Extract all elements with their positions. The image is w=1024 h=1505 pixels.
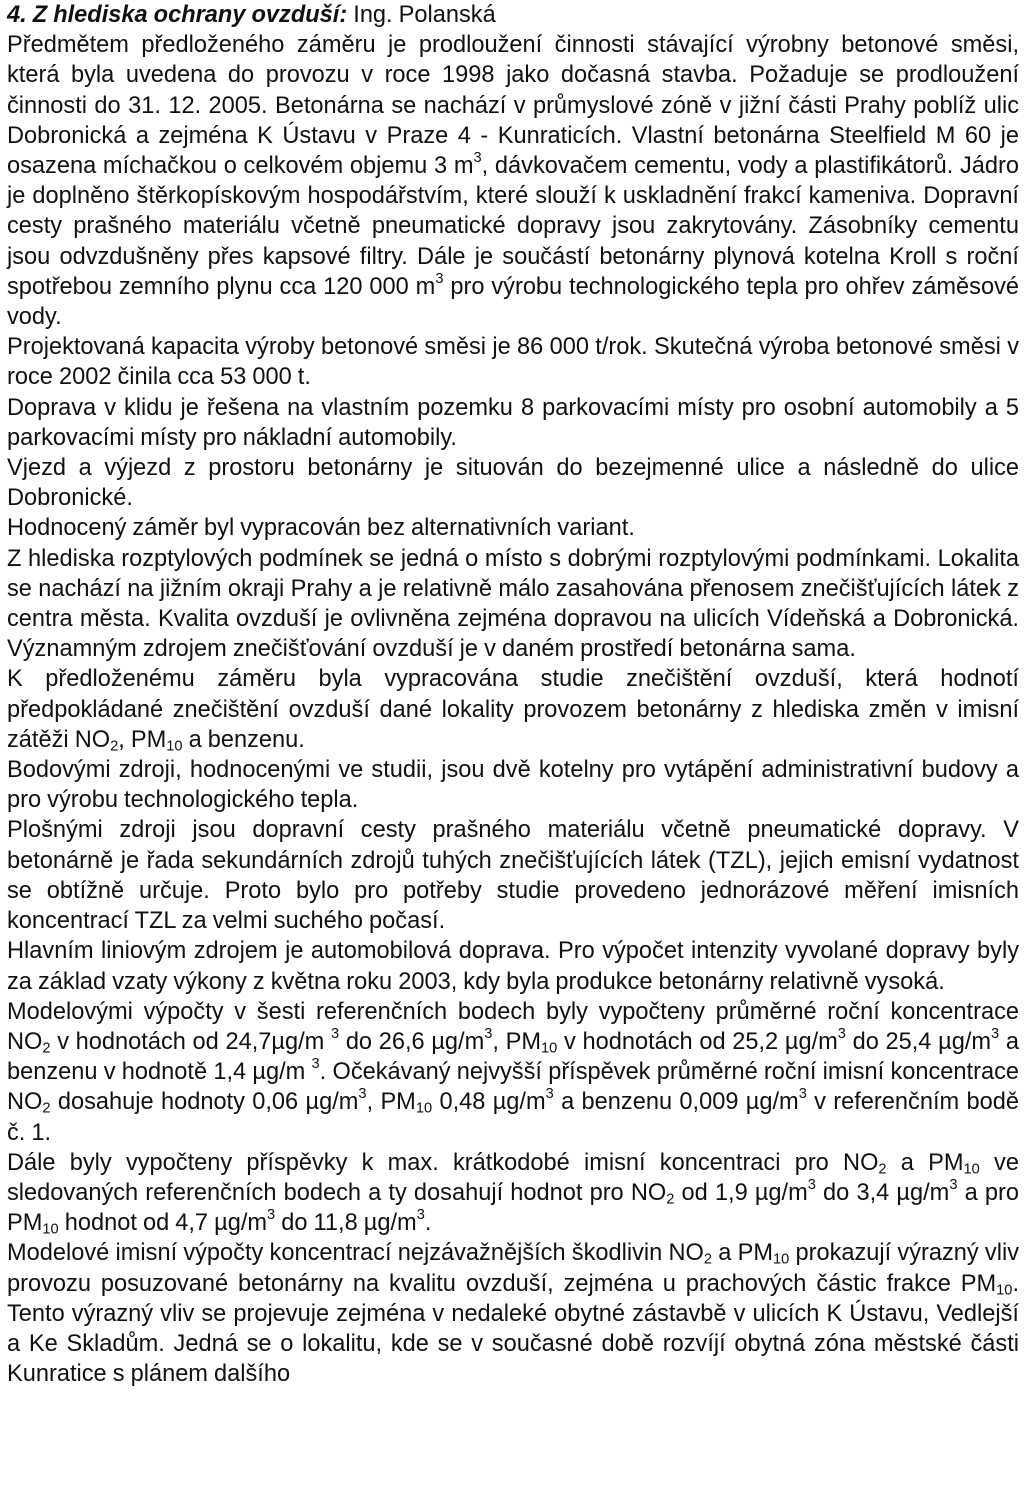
text-segment: a benzenu v hodnotě 1,4 µg/m — [7, 1028, 1019, 1086]
text-segment: prokazují výrazný vliv provozu posuzované betonárny na kvalitu ovzduší, zejména u prachových částic frakce PM — [7, 1240, 1020, 1297]
subscript: 10 — [772, 1251, 790, 1268]
paragraph — [7, 513, 1019, 543]
text-segment: do 25,4 µg/m — [845, 1028, 992, 1055]
document-page — [7, 0, 1019, 1389]
text-segment: do 11,8 µg/m — [275, 1210, 417, 1237]
paragraph — [7, 664, 1019, 755]
text-segment: Hodnocený záměr byl vypracován bez alternativních variant. — [7, 515, 635, 542]
text-segment: Bodovými zdroji, hodnocenými ve studii, jsou dvě kotelny pro vytápění administrativní budovy a pro výrobu technologického tepla. — [7, 757, 1019, 814]
text-segment: Plošnými zdroji jsou dopravní cesty prašného materiálu včetně pneumatické dopravy. V betonárně je řada sekundárních zdrojů tuhých znečišťujících látek (TZL), jejich emisní vydatnost se obtížně určuje. Proto bylo pro potřeby studie provedeno jednorázové měření imisních koncentrací TZL za velmi suchého počasí. — [7, 817, 1019, 935]
paragraph — [7, 1238, 1019, 1389]
superscript: 3 — [484, 1025, 493, 1042]
paragraph — [7, 936, 1019, 996]
text-segment: Modelovými výpočty v šesti referenčních bodech byly vypočteny průměrné roční koncentrace NO — [7, 998, 1019, 1055]
section-heading-label: 4. Z hlediska ochrany ovzduší: — [7, 2, 348, 28]
superscript: 3 — [267, 1207, 276, 1224]
paragraph — [7, 393, 1019, 453]
paragraph — [7, 453, 1019, 513]
subscript: 2 — [666, 1191, 675, 1208]
superscript: 3 — [798, 1086, 807, 1103]
text-segment: a pro PM — [7, 1179, 1019, 1237]
paragraph — [7, 30, 1019, 332]
text-segment: 0,48 µg/m — [432, 1089, 546, 1116]
text-segment: pro výrobu technologického tepla pro ohřev záměsové vody. — [7, 273, 1019, 331]
text-segment: Modelové imisní výpočty koncentrací nejzávažnějších škodlivin NO — [7, 1240, 704, 1267]
superscript: 3 — [358, 1086, 367, 1103]
text-segment: v hodnotách od 24,7µg/m — [50, 1028, 331, 1055]
subscript: 10 — [42, 1221, 59, 1238]
text-segment: , dávkovačem cementu, vody a plastifikátorů. Jádro je doplněno štěrkopískovým hospodářstvím, které slouží k uskladnění frakcí kameniva. Dopravní cesty prašného materiálu včetně pneumatické dopravy jsou zakrytovány. Zásobníky cementu jsou odvzdušněny přes kapsové filtry. Dále je součástí betonárny plynová kotelna Kroll s roční spotřebou zemního plynu cca 120 000 m — [7, 153, 1019, 300]
text-segment: K předloženému záměru byla vypracována studie znečištění ovzduší, která hodnotí předpokládané znečištění ovzduší dané lokality provozem betonárny z hlediska změn v imisní zátěži NO — [7, 666, 1019, 753]
text-segment: Předmětem předloženého záměru je prodloužení činnosti stávající výrobny betonové směsi, která byla uvedena do provozu v roce 1998 jako dočasná stavba. Požaduje se prodloužení činnosti do 31. 12. 2005. Betonárna se nachází v průmyslové zóně v jižní části Prahy poblíž ulic Dobronická a zejména K Ústavu v Praze 4 - Kunraticích. Vlastní betonárna Steelfield M 60 je osazena míchačkou o celkovém objemu 3 m — [7, 32, 1019, 180]
text-segment: od 1,9 µg/m — [674, 1179, 808, 1206]
superscript: 3 — [331, 1025, 340, 1042]
text-segment: Doprava v klidu je řešena na vlastním pozemku 8 parkovacími místy pro osobní automobily a 5 parkovacími místy pro nákladní automobily. — [7, 394, 1019, 451]
paragraph-list — [7, 30, 1019, 1389]
superscript: 3 — [311, 1056, 320, 1073]
subscript: 10 — [415, 1100, 433, 1117]
superscript: 3 — [807, 1176, 816, 1193]
text-segment: Z hlediska rozptylových podmínek se jedná o místo s dobrými rozptylovými podmínkami. Lokalita se nachází na jižním okraji Prahy a je relativně málo zasahována přenosem znečišťujících látek z centra města. Kvalita ovzduší je ovlivněna zejména dopravou na ulicích Vídeňská a Dobronická. Významným zdrojem znečišťování ovzduší je v daném prostředí betonárna sama. — [7, 545, 1019, 663]
subscript: 2 — [110, 738, 119, 755]
text-segment: ve sledovaných referenčních bodech a ty dosahují hodnot pro NO — [7, 1149, 1019, 1206]
text-segment: . Tento výrazný vliv se projevuje zejména v nedaleké obytné zástavbě v ulicích K Ústavu, Vedlejší a Ke Skladům. Jedná se o lokalitu, kde se v současné době rozvíjí obytná zóna městské části Kunratice s plánem dalšího — [7, 1270, 1019, 1388]
text-segment: Vjezd a výjezd z prostoru betonárny je situován do bezejmenné ulice a následně do ulice Dobronické. — [7, 455, 1019, 512]
subscript: 2 — [42, 1100, 51, 1117]
text-segment: v referenčním bodě č. 1. — [7, 1089, 1019, 1146]
subscript: 2 — [878, 1161, 887, 1178]
paragraph — [7, 815, 1019, 936]
section-heading-author: Ing. Polanská — [347, 2, 496, 28]
paragraph — [7, 755, 1019, 815]
superscript: 3 — [949, 1176, 958, 1193]
text-segment: hodnot od 4,7 µg/m — [58, 1210, 268, 1237]
text-segment: . Očekávaný nejvyšší příspěvek průměrné roční imisní koncentrace NO — [7, 1059, 1020, 1116]
subscript: 2 — [703, 1251, 713, 1268]
text-segment: Projektovaná kapacita výroby betonové směsi je 86 000 t/rok. Skutečná výroba betonové směsi v roce 2002 činila cca 53 000 t. — [7, 334, 1019, 391]
text-segment: a benzenu. — [182, 726, 305, 753]
text-segment: Hlavním liniovým zdrojem je automobilová doprava. Pro výpočet intenzity vyvolané dopravy byly za základ vzaty výkony z května roku 2003, kdy byla produkce betonárny relativně vysoká. — [7, 938, 1019, 995]
superscript: 3 — [837, 1025, 846, 1042]
paragraph — [7, 332, 1019, 392]
subscript: 10 — [996, 1282, 1013, 1299]
superscript: 3 — [473, 150, 482, 167]
superscript: 3 — [545, 1086, 554, 1103]
text-segment: Dále byly vypočteny příspěvky k max. krátkodobé imisní koncentraci pro NO — [7, 1149, 879, 1176]
text-segment: . — [424, 1210, 432, 1237]
text-segment: v hodnotách od 25,2 µg/m — [557, 1028, 838, 1055]
paragraph — [7, 997, 1019, 1148]
subscript: 2 — [42, 1040, 51, 1057]
paragraph — [7, 1148, 1019, 1239]
subscript: 10 — [166, 738, 183, 755]
text-segment: dosahuje hodnoty 0,06 µg/m — [50, 1089, 359, 1116]
text-segment: , PM — [366, 1089, 416, 1116]
subscript: 10 — [541, 1040, 558, 1057]
text-segment: , PM — [118, 726, 167, 753]
paragraph — [7, 544, 1019, 665]
subscript: 10 — [963, 1161, 980, 1178]
superscript: 3 — [435, 270, 444, 287]
text-segment: a PM — [886, 1149, 964, 1176]
superscript: 3 — [991, 1025, 1000, 1042]
text-segment: do 26,6 µg/m — [339, 1028, 485, 1055]
text-segment: do 3,4 µg/m — [815, 1179, 950, 1206]
section-heading — [7, 0, 1019, 30]
text-segment: a PM — [712, 1240, 773, 1267]
superscript: 3 — [416, 1207, 425, 1224]
text-segment: , PM — [492, 1028, 542, 1055]
text-segment: a benzenu 0,009 µg/m — [553, 1089, 799, 1116]
